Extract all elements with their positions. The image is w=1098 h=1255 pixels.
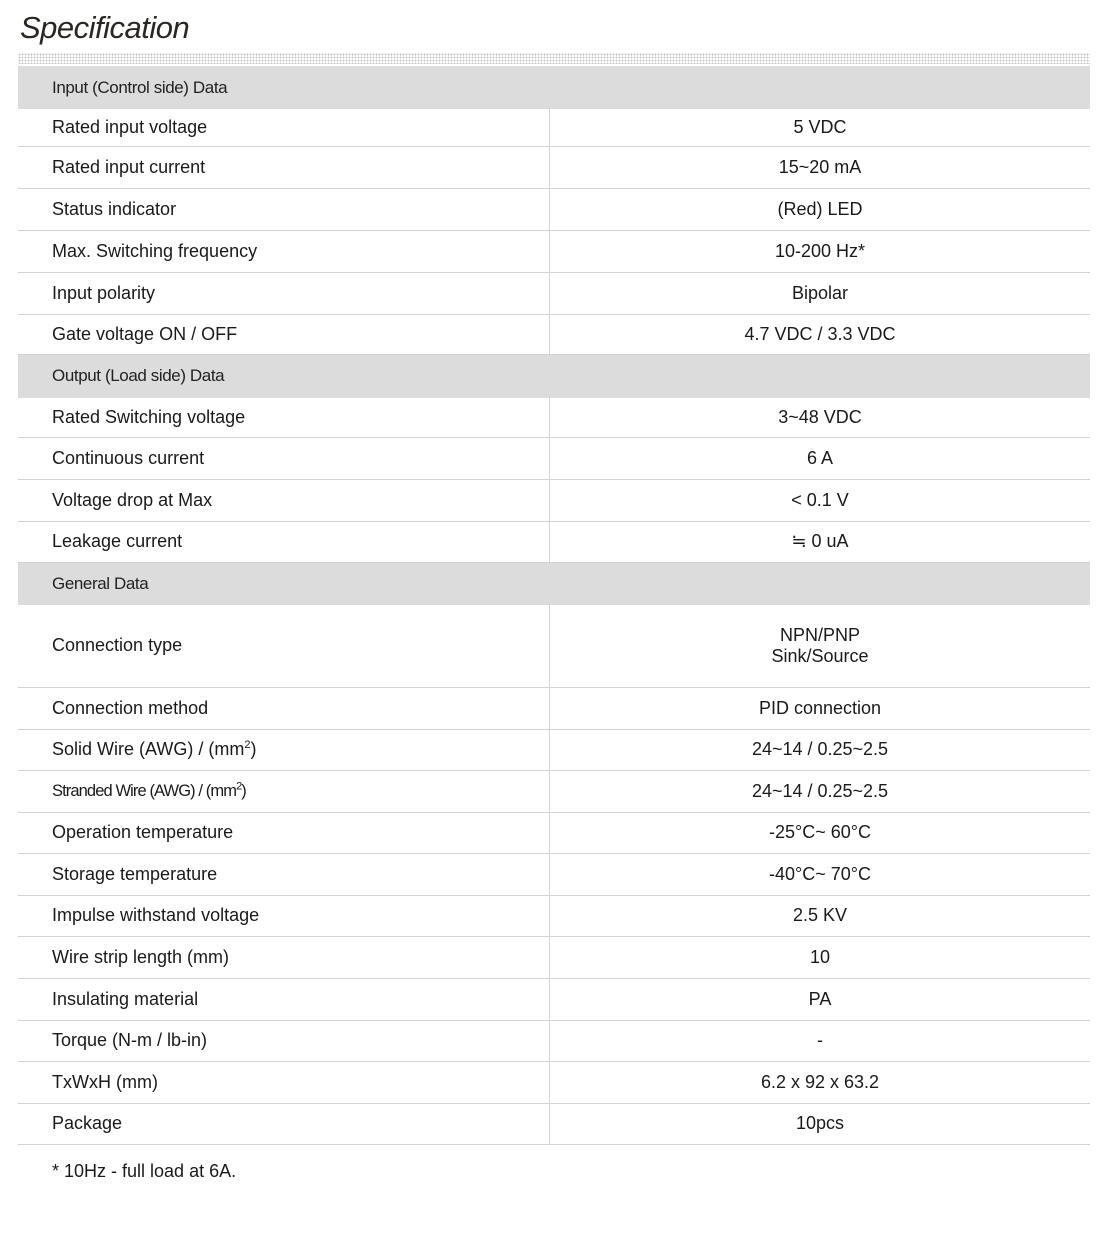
row-value: 10pcs (550, 1103, 1091, 1144)
superscript: 2 (244, 739, 251, 751)
row-label: Rated input voltage (18, 109, 550, 146)
row-label: Impulse withstand voltage (18, 895, 550, 936)
row-label: Rated Switching voltage (18, 398, 550, 437)
table-row (18, 812, 1090, 853)
row-value: 5 VDC (550, 109, 1091, 146)
section-header-input (18, 66, 1090, 109)
table-row (18, 479, 1090, 521)
row-value: 6 A (550, 437, 1091, 479)
table-row (18, 729, 1090, 770)
label-suffix: ) (241, 781, 246, 800)
row-value: -40°C~ 70°C (550, 853, 1091, 895)
table-row (18, 978, 1090, 1020)
row-value: 4.7 VDC / 3.3 VDC (550, 314, 1091, 354)
table-row (18, 188, 1090, 230)
dotted-divider (18, 53, 1090, 64)
section-heading: General Data (18, 562, 1090, 605)
value-line: NPN/PNP (779, 624, 860, 645)
section-header-output (18, 354, 1090, 398)
row-value: 24~14 / 0.25~2.5 (550, 770, 1091, 812)
table-row (18, 230, 1090, 272)
table-row (18, 146, 1090, 188)
table-row (18, 398, 1090, 437)
table-row (18, 687, 1090, 729)
page-title: Specification (20, 10, 190, 45)
specification-table (18, 66, 1090, 1145)
row-label: Continuous current (18, 437, 550, 479)
table-row (18, 605, 1090, 687)
row-label: Insulating material (18, 978, 550, 1020)
row-value: (Red) LED (550, 188, 1091, 230)
row-value: -25°C~ 60°C (550, 812, 1091, 853)
table-row (18, 314, 1090, 354)
footnote: * 10Hz - full load at 6A. (52, 1161, 237, 1181)
row-label: Storage temperature (18, 853, 550, 895)
row-label: Connection type (18, 605, 550, 687)
row-value: PA (550, 978, 1091, 1020)
table-row (18, 936, 1090, 978)
section-heading: Input (Control side) Data (18, 66, 1090, 109)
row-label: TxWxH (mm) (18, 1061, 550, 1103)
row-value: 10 (550, 936, 1091, 978)
row-label: Connection method (18, 687, 550, 729)
row-label: Gate voltage ON / OFF (18, 314, 550, 354)
row-value: ≒ 0 uA (550, 521, 1091, 562)
table-row (18, 437, 1090, 479)
row-label (18, 729, 550, 770)
row-value: PID connection (550, 687, 1091, 729)
row-value: 10-200 Hz* (550, 230, 1091, 272)
value-line: Sink/Source (771, 645, 869, 666)
superscript: 2 (236, 780, 242, 792)
row-value: 24~14 / 0.25~2.5 (550, 729, 1091, 770)
table-row (18, 1061, 1090, 1103)
label-suffix: ) (250, 739, 257, 759)
row-value: Bipolar (550, 272, 1091, 314)
label-text: Stranded Wire (AWG) / (mm (52, 781, 237, 800)
row-label: Voltage drop at Max (18, 479, 550, 521)
section-heading: Output (Load side) Data (18, 354, 1090, 398)
section-header-general (18, 562, 1090, 605)
row-value: 6.2 x 92 x 63.2 (550, 1061, 1091, 1103)
row-value: 15~20 mA (550, 146, 1091, 188)
table-row (18, 1103, 1090, 1144)
row-label: Max. Switching frequency (18, 230, 550, 272)
row-label (18, 770, 550, 812)
label-text: Solid Wire (AWG) / (mm (52, 739, 245, 759)
row-label: Operation temperature (18, 812, 550, 853)
table-row (18, 1020, 1090, 1061)
row-label: Rated input current (18, 146, 550, 188)
row-label: Input polarity (18, 272, 550, 314)
row-value: 2.5 KV (550, 895, 1091, 936)
row-label: Wire strip length (mm) (18, 936, 550, 978)
row-value: - (550, 1020, 1091, 1061)
row-value: 3~48 VDC (550, 398, 1091, 437)
table-row (18, 272, 1090, 314)
row-label: Package (18, 1103, 550, 1144)
row-value: < 0.1 V (550, 479, 1091, 521)
table-row (18, 770, 1090, 812)
table-row (18, 853, 1090, 895)
table-row (18, 521, 1090, 562)
row-value (550, 605, 1091, 687)
row-label: Torque (N-m / lb-in) (18, 1020, 550, 1061)
row-label: Status indicator (18, 188, 550, 230)
row-label: Leakage current (18, 521, 550, 562)
table-row (18, 109, 1090, 146)
table-row (18, 895, 1090, 936)
